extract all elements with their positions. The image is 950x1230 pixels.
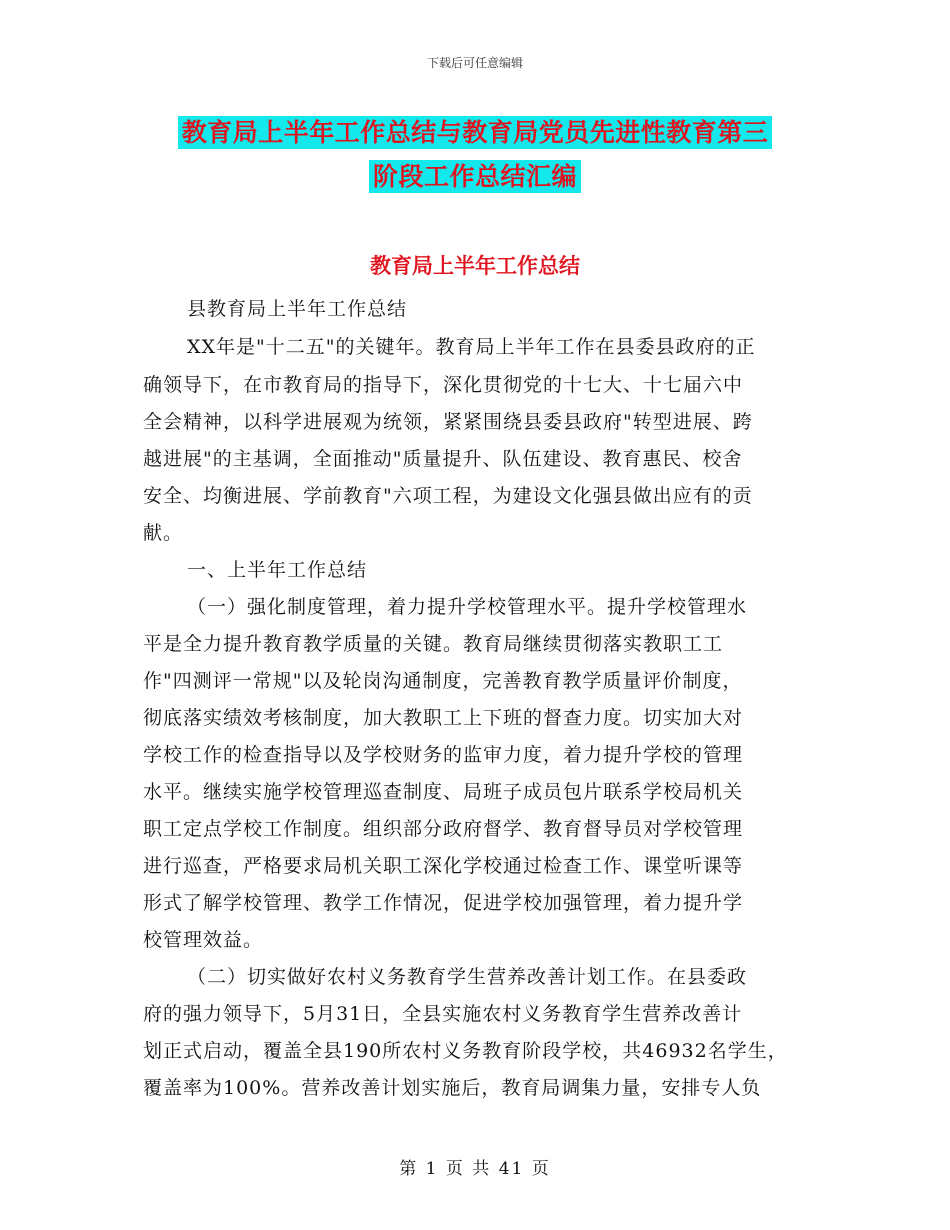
paragraph-line: 划正式启动，覆盖全县190所农村义务教育阶段学校，共46932名学生， [143, 1040, 788, 1062]
document-title-line-1: 教育局上半年工作总结与教育局党员先进性教育第三 [0, 113, 950, 149]
paragraph-line: 平是全力提升教育教学质量的关键。教育局继续贯彻落实教职工工 [143, 633, 724, 655]
paragraph-heading: 县教育局上半年工作总结 [187, 298, 408, 320]
paragraph-line: 确领导下，在市教育局的指导下，深化贯彻党的十七大、十七届六中 [143, 374, 744, 396]
paragraph-line: 校管理效益。 [143, 929, 264, 951]
paragraph-line: 献。 [143, 522, 184, 544]
paragraph-line: 学校工作的检查指导以及学校财务的监审力度，着力提升学校的管理 [143, 744, 744, 766]
section-title: 教育局上半年工作总结 [370, 254, 580, 278]
subheading: 一、上半年工作总结 [187, 559, 368, 581]
paragraph-line: 府的强力领导下，5月31日，全县实施农村义务教育学生营养改善计 [143, 1003, 743, 1025]
paragraph-line: XX年是"十二五"的关键年。教育局上半年工作在县委县政府的正 [187, 336, 756, 358]
paragraph-line: 进行巡查，严格要求局机关职工深化学校通过检查工作、课堂听课等 [143, 855, 744, 877]
paragraph-line: （一）强化制度管理，着力提升学校管理水平。提升学校管理水 [187, 596, 748, 618]
document-title-line-2: 阶段工作总结汇编 [0, 157, 950, 193]
paragraph-line: 职工定点学校工作制度。组织部分政府督学、教育督导员对学校管理 [143, 818, 744, 840]
paragraph-line: 越进展"的主基调，全面推动"质量提升、队伍建设、教育惠民、校舍 [143, 448, 743, 470]
page-number-footer: 第 1 页 共 41 页 [399, 1159, 551, 1179]
paragraph-line: 彻底落实绩效考核制度，加大教职工上下班的督查力度。切实加大对 [143, 707, 744, 729]
paragraph-line: 形式了解学校管理、教学工作情况，促进学校加强管理，着力提升学 [143, 892, 744, 914]
paragraph-line: 覆盖率为100%。营养改善计划实施后，教育局调集力量，安排专人负 [143, 1077, 762, 1099]
paragraph-line: 全会精神，以科学进展观为统领，紧紧围绕县委县政府"转型进展、跨 [143, 411, 753, 433]
paragraph-line: 安全、均衡进展、学前教育"六项工程，为建设文化强县做出应有的贡 [143, 485, 753, 507]
paragraph-line: 水平。继续实施学校管理巡查制度、局班子成员包片联系学校局机关 [143, 781, 744, 803]
paragraph-line: （二）切实做好农村义务教育学生营养改善计划工作。在县委政 [187, 966, 748, 988]
paragraph-line: 作"四测评一常规"以及轮岗沟通制度，完善教育教学质量评价制度， [143, 670, 743, 692]
header-note: 下载后可任意编辑 [426, 56, 523, 70]
